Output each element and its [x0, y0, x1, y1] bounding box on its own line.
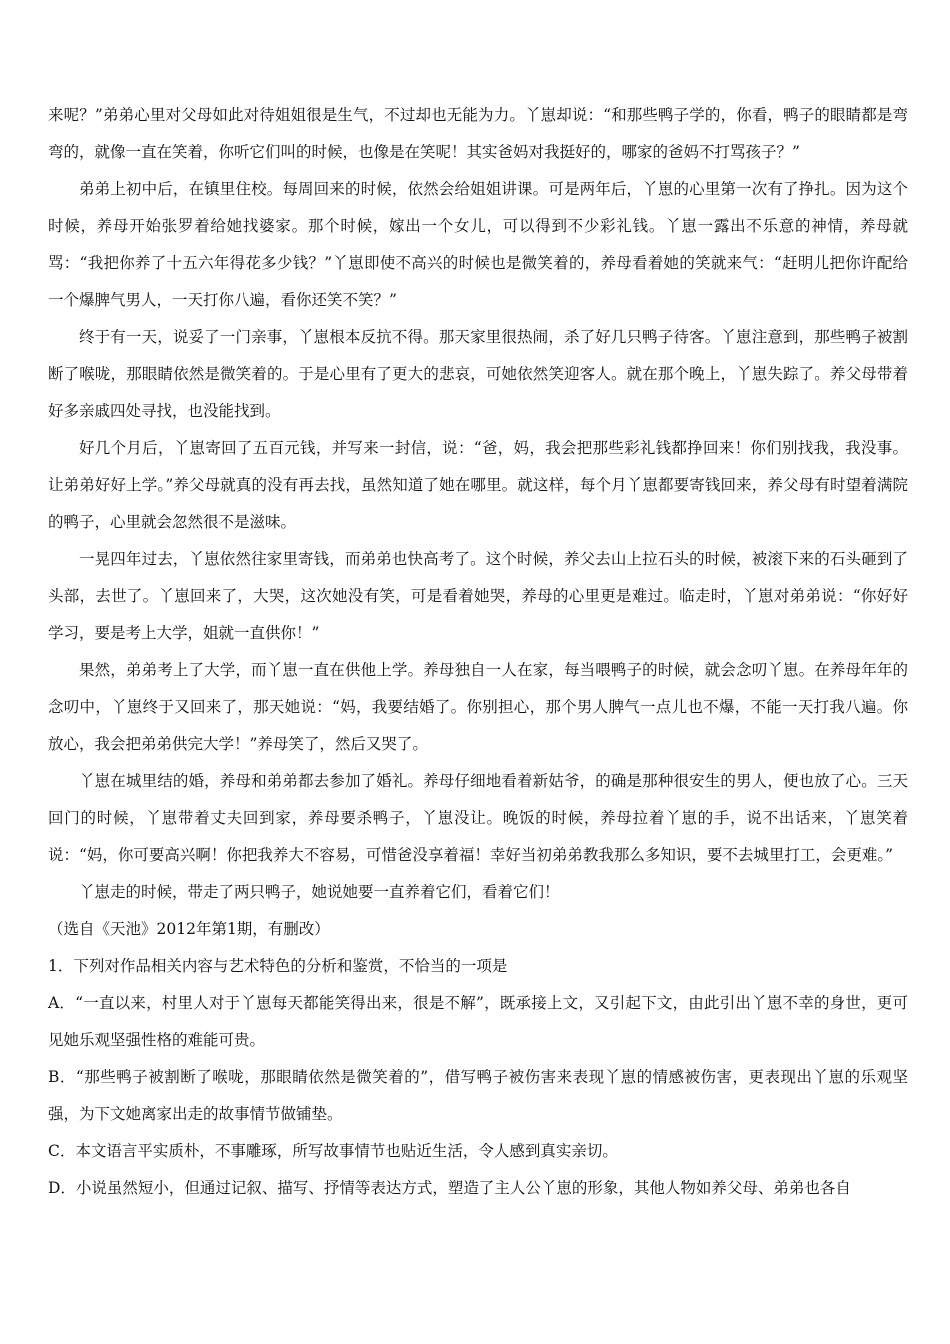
story-paragraph-8: 丫崽走的时候，带走了两只鸭子，她说她要一直养着它们，看着它们！: [79, 883, 560, 901]
document-page: [48, 97, 908, 1207]
story-paragraph-3: 终于有一天，说妥了一门亲事，丫崽根本反抗不得。那天家里很热闹，杀了好几只鸭子待客。丫崽注意到，那些鸭子被割断了喉咙，那眼睛依然是微笑着的。于是心里有了更大的悲哀，可她依然笑迎客人。就在那个晚上，丫崽失踪了。养父母带着好多亲戚四处寻找，也没能找到。: [48, 328, 908, 420]
question-stem: 1．下列对作品相关内容与艺术特色的分析和鉴赏，不恰当的一项是: [48, 957, 508, 975]
story-paragraph-2: 弟弟上初中后，在镇里住校。每周回来的时候，依然会给姐姐讲课。可是两年后，丫崽的心里第一次有了挣扎。因为这个时候，养母开始张罗着给她找婆家。那个时候，嫁出一个女儿，可以得到不少彩礼钱。丫崽一露出不乐意的神情，养母就骂：“我把你养了十五六年得花多少钱？”丫崽即使不高兴的时候也是微笑着的，养母看着她的笑就来气：“赶明儿把你许配给一个爆脾气男人，一天打你八遍，看你还笑不笑？”: [48, 180, 908, 309]
story-paragraph-5: 一晃四年过去，丫崽依然往家里寄钱，而弟弟也快高考了。这个时候，养父去山上拉石头的时候，被滚下来的石头砸到了头部，去世了。丫崽回来了，大哭，这次她没有笑，可是看着她哭，养母的心里更是难过。临走时，丫崽对弟弟说：“你好好学习，要是考上大学，姐就一直供你！”: [48, 550, 908, 642]
story-paragraph-1: 来呢？”弟弟心里对父母如此对待姐姐很是生气，不过却也无能为力。丫崽却说：“和那些鸭子学的，你看，鸭子的眼睛都是弯弯的，就像一直在笑着，你听它们叫的时候，也像是在笑呢！其实爸妈对我挺好的，哪家的爸妈不打骂孩子？”: [48, 106, 908, 161]
option-d: D．小说虽然短小，但通过记叙、描写、抒情等表达方式，塑造了主人公丫崽的形象，其他人物如养父母、弟弟也各自: [48, 1179, 851, 1197]
option-c: C．本文语言平实质朴，不事雕琢，所写故事情节也贴近生活，令人感到真实亲切。: [48, 1142, 618, 1160]
story-paragraph-6: 果然，弟弟考上了大学，而丫崽一直在供他上学。养母独自一人在家，每当喂鸭子的时候，就会念叨丫崽。在养母年年的念叨中，丫崽终于又回来了，那天她说：“妈，我要结婚了。你别担心，那个男人脾气一点儿也不爆，不能一天打我八遍。你放心，我会把弟弟供完大学！”养母笑了，然后又哭了。: [48, 661, 908, 753]
story-paragraph-4: 好几个月后，丫崽寄回了五百元钱，并写来一封信，说：“爸，妈，我会把那些彩礼钱都挣回来！你们别找我，我没事。让弟弟好好上学。”养父母就真的没有再去找，虽然知道了她在哪里。就这样，每个月丫崽都要寄钱回来，养父母有时望着满院的鸭子，心里就会忽然很不是滋味。: [48, 439, 908, 531]
source-citation: （选自《天池》2012年第1期，有删改）: [48, 920, 330, 938]
option-a: A．“一直以来，村里人对于丫崽每天都能笑得出来，很是不解”，既承接上文，又引起下文，由此引出丫崽不幸的身世，更可见她乐观坚强性格的难能可贵。: [48, 994, 908, 1049]
option-b: B．“那些鸭子被割断了喉咙，那眼睛依然是微笑着的”，借写鸭子被伤害来表现丫崽的情感被伤害，更表现出丫崽的乐观坚强，为下文她离家出走的故事情节做铺垫。: [48, 1068, 908, 1123]
story-paragraph-7: 丫崽在城里结的婚，养母和弟弟都去参加了婚礼。养母仔细地看着新姑爷，的确是那种很安生的男人，便也放了心。三天回门的时候，丫崽带着丈夫回到家，养母要杀鸭子，丫崽没让。晚饭的时候，养母拉着丫崽的手，说不出话来，丫崽笑着说：“妈，你可要高兴啊！你把我养大不容易，可惜爸没享着福！幸好当初弟弟教我那么多知识，要不去城里打工，会更难。”: [48, 772, 908, 864]
